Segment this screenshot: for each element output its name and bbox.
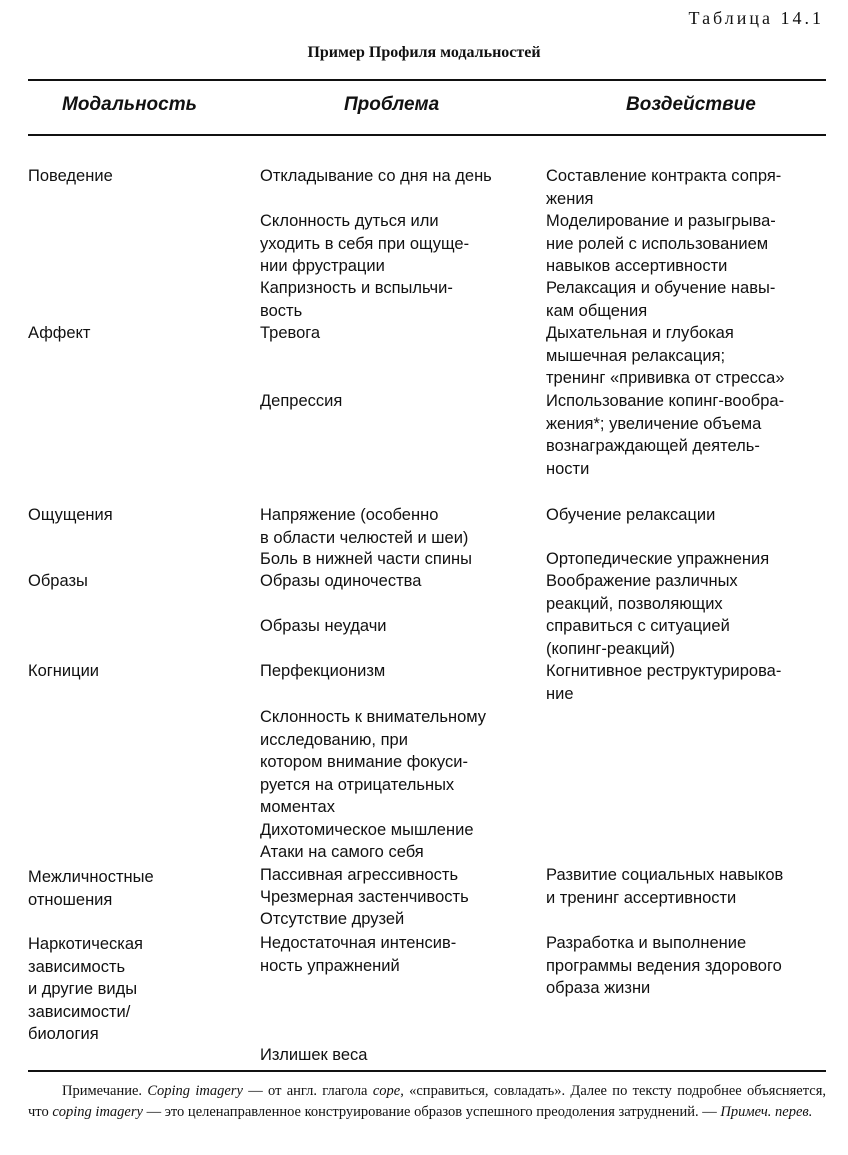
problem-cell: Тревога	[260, 324, 321, 342]
footnote-lead: Примечание.	[62, 1083, 148, 1099]
footnote-text: — это целенаправленное конструирование образов успешного преодоления затруднений. —	[142, 1104, 721, 1120]
modality-cell: Поведение	[28, 167, 113, 185]
table-number: Таблица 14.1	[688, 8, 824, 28]
modality-cell: Аффект	[28, 324, 91, 342]
intervention-cell: Моделирование и разыгрыва- ние ролей с использованием навыков ассертивности	[546, 212, 776, 275]
modality-cell: Когниции	[28, 662, 100, 680]
problem-cell: Склонность дуться или уходить в себя при ощуще- нии фрустрации	[260, 212, 470, 275]
intervention-cell: Дыхательная и глубокая мышечная релаксация; тренинг «прививка от стресса»	[546, 324, 785, 387]
problem-cell: Недостаточная интенсив- ность упражнений	[260, 934, 457, 975]
problem-cell: Пассивная агрессивность	[260, 866, 459, 884]
table-bottom-rule	[28, 1070, 826, 1072]
problem-cell: Отсутствие друзей	[260, 910, 405, 928]
footnote-term: coping imagery	[52, 1104, 143, 1120]
column-header-modality: Модальность	[62, 94, 197, 115]
footnote-text: , «справиться, совладать». Далее по тексту подробнее объясняется, что	[28, 1083, 826, 1120]
table-header-rule	[28, 134, 826, 136]
intervention-cell: Развитие социальных навыков и тренинг ассертивности	[546, 866, 784, 907]
problem-cell: Откладывание со дня на день	[260, 167, 492, 185]
table-footnote	[28, 1081, 826, 1123]
intervention-cell: Релаксация и обучение навы- кам общения	[546, 279, 776, 320]
modality-cell: Наркотическая зависимость и другие виды зависимости/ биология	[28, 935, 143, 1043]
intervention-cell: Когнитивное реструктурирова- ние	[546, 662, 782, 703]
problem-cell: Депрессия	[260, 392, 343, 410]
intervention-cell: Разработка и выполнение программы ведения здорового образа жизни	[546, 934, 782, 997]
problem-cell: Боль в нижней части спины	[260, 550, 473, 568]
intervention-cell: Составление контракта сопря- жения	[546, 167, 782, 208]
footnote-term: cope	[372, 1083, 401, 1099]
intervention-cell: Воображение различных реакций, позволяющих справиться с ситуацией (копинг-реакций)	[546, 572, 738, 658]
problem-cell: Образы неудачи	[260, 617, 387, 635]
column-header-intervention: Воздействие	[626, 94, 756, 115]
modality-cell: Образы	[28, 572, 88, 590]
footnote-term: Coping imagery	[147, 1083, 243, 1099]
problem-cell: Капризность и вспыльчи- вость	[260, 279, 453, 320]
column-header-problem: Проблема	[344, 94, 440, 115]
problem-cell: Дихотомическое мышление	[260, 821, 474, 839]
problem-cell: Излишек веса	[260, 1046, 368, 1064]
intervention-cell: Ортопедические упражнения	[546, 550, 770, 568]
footnote-credit: Примеч. перев.	[720, 1104, 813, 1120]
problem-cell: Образы одиночества	[260, 572, 422, 590]
table-title: Пример Профиля модальностей	[307, 44, 541, 61]
problem-cell: Склонность к внимательному исследованию, при котором внимание фокуси- руется на отрицательных моментах	[260, 708, 487, 816]
problem-cell: Атаки на самого себя	[260, 843, 424, 861]
modality-cell: Межличностные отношения	[28, 868, 154, 909]
footnote-text: — от англ. глагола	[242, 1083, 373, 1099]
intervention-cell: Использование копинг-вообра- жения*; увеличение объема вознаграждающей деятель- ности	[546, 392, 785, 478]
problem-cell: Перфекционизм	[260, 662, 386, 680]
intervention-cell: Обучение релаксации	[546, 506, 716, 524]
problem-cell: Напряжение (особенно в области челюстей и шеи)	[260, 506, 469, 547]
table-top-rule	[28, 79, 826, 81]
problem-cell: Чрезмерная застенчивость	[260, 888, 469, 906]
modality-cell: Ощущения	[28, 506, 113, 524]
